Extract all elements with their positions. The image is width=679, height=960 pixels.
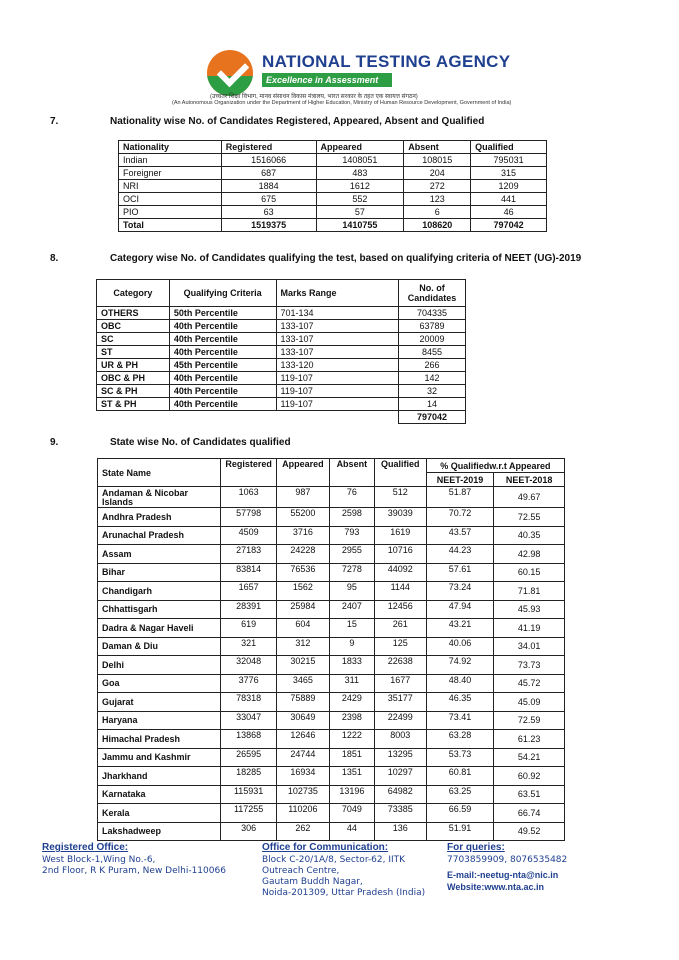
table-row	[98, 674, 565, 693]
table-cell: 136	[374, 822, 426, 841]
registered-office-line-1: West Block-1,Wing No.-6,	[42, 855, 156, 865]
table-cell: 34.01	[494, 637, 565, 656]
table-cell: ST & PH	[97, 398, 170, 411]
table-cell: 119-107	[276, 385, 399, 398]
col-neet-2019: NEET-2019	[426, 473, 494, 487]
table-cell: 6	[404, 206, 471, 219]
table-cell: 1063	[221, 487, 277, 508]
table-row	[98, 822, 565, 841]
col-neet-2018: NEET-2018	[494, 473, 565, 487]
table-cell: 28391	[221, 600, 277, 619]
table-cell: 102735	[276, 785, 329, 804]
org-name: NATIONAL TESTING AGENCY	[262, 52, 511, 71]
table-row	[97, 333, 466, 346]
table-cell: 49.67	[494, 487, 565, 508]
table-cell: 45.72	[494, 674, 565, 693]
table-row	[98, 711, 565, 730]
table-cell: 30215	[276, 656, 329, 675]
communication-office-line-2: Outreach Centre,	[262, 866, 340, 876]
state-name: Goa	[98, 674, 221, 693]
table-cell: 44092	[374, 563, 426, 582]
table-cell: 142	[399, 372, 466, 385]
table-cell: 33047	[221, 711, 277, 730]
table-cell: 74.92	[426, 656, 494, 675]
table-row	[119, 206, 547, 219]
table-cell: 1516066	[221, 154, 316, 167]
nationality-table	[118, 140, 547, 232]
table-cell: 13196	[329, 785, 374, 804]
table-cell: 46	[471, 206, 547, 219]
table-header-row	[119, 141, 547, 154]
state-name: Karnataka	[98, 785, 221, 804]
table-row	[119, 154, 547, 167]
table-cell: 512	[374, 487, 426, 508]
table-row	[98, 730, 565, 749]
table-cell: 43.57	[426, 526, 494, 545]
table-row	[119, 167, 547, 180]
table-cell: 9	[329, 637, 374, 656]
table-row	[98, 767, 565, 786]
table-cell: 1351	[329, 767, 374, 786]
communication-office-heading: Office for Communication:	[262, 842, 389, 853]
col-header: Appeared	[316, 141, 404, 154]
table-row	[98, 748, 565, 767]
table-cell: Foreigner	[119, 167, 222, 180]
table-cell: 66.74	[494, 804, 565, 823]
table-cell: SC	[97, 333, 170, 346]
table-cell: 1612	[316, 180, 404, 193]
table-cell: 76536	[276, 563, 329, 582]
table-cell: 115931	[221, 785, 277, 804]
communication-office-line-1: Block C-20/1A/8, Sector-62, IITK	[262, 855, 406, 865]
table-cell: 701-134	[276, 307, 399, 320]
table-cell: 13868	[221, 730, 277, 749]
table-cell: 40th Percentile	[169, 320, 276, 333]
col-pct-qualified: % Qualifiedw.r.t Appeared	[426, 459, 564, 473]
table-cell: 10297	[374, 767, 426, 786]
table-cell: 119-107	[276, 398, 399, 411]
table-cell: 25984	[276, 600, 329, 619]
table-cell: 49.52	[494, 822, 565, 841]
table-cell: 2398	[329, 711, 374, 730]
communication-office-line-3: Gautam Buddh Nagar,	[262, 877, 363, 887]
state-table	[97, 458, 565, 841]
table-cell: 321	[221, 637, 277, 656]
table-cell: 1562	[276, 582, 329, 601]
total-cell: 797042	[399, 411, 466, 424]
table-cell: 51.87	[426, 487, 494, 508]
table-row	[98, 582, 565, 601]
table-cell: 795031	[471, 154, 547, 167]
tagline: Excellence in Assessment	[262, 73, 392, 87]
table-row	[97, 398, 466, 411]
table-cell: 12456	[374, 600, 426, 619]
col-registered: Registered	[221, 459, 277, 487]
table-row	[98, 545, 565, 564]
table-cell: 40th Percentile	[169, 398, 276, 411]
table-cell: 12646	[276, 730, 329, 749]
table-cell: 73.73	[494, 656, 565, 675]
table-cell: UR & PH	[97, 359, 170, 372]
col-header: Nationality	[119, 141, 222, 154]
table-cell: 133-107	[276, 346, 399, 359]
table-cell: 604	[276, 619, 329, 638]
table-cell: 1209	[471, 180, 547, 193]
col-header: Qualifying Criteria	[169, 280, 276, 307]
table-cell: 78318	[221, 693, 277, 712]
table-cell: 1677	[374, 674, 426, 693]
table-row	[98, 508, 565, 527]
communication-office-line-4: Noida-201309, Uttar Pradesh (India)	[262, 888, 426, 898]
nta-logo	[207, 50, 253, 96]
section-8-title: Category wise No. of Candidates qualifying the test, based on qualifying criteria of NEET (UG)-2019	[110, 253, 582, 264]
table-cell: 55200	[276, 508, 329, 527]
table-row	[98, 563, 565, 582]
queries-website: Website:www.nta.ac.in	[447, 882, 545, 892]
table-cell: 261	[374, 619, 426, 638]
table-cell: 1408051	[316, 154, 404, 167]
table-cell: 46.35	[426, 693, 494, 712]
table-cell: 48.40	[426, 674, 494, 693]
state-name: Kerala	[98, 804, 221, 823]
table-cell: 3776	[221, 674, 277, 693]
state-name: Andaman & Nicobar Islands	[98, 487, 221, 508]
table-cell: 95	[329, 582, 374, 601]
state-name: Daman & Diu	[98, 637, 221, 656]
table-cell: 7049	[329, 804, 374, 823]
queries-heading: For queries:	[447, 842, 505, 853]
table-cell: 1851	[329, 748, 374, 767]
table-row	[119, 180, 547, 193]
table-cell: 133-107	[276, 333, 399, 346]
state-name: Delhi	[98, 656, 221, 675]
table-row	[98, 619, 565, 638]
hindi-subtitle: (उच्चतर शिक्षा विभाग, मानव संसाधन विकास मंत्रालय, भारत सरकार के तहत एक स्वायत्त संगठन)	[210, 94, 418, 100]
table-cell: 45.93	[494, 600, 565, 619]
category-table	[96, 279, 466, 424]
table-cell: 15	[329, 619, 374, 638]
table-cell: 262	[276, 822, 329, 841]
col-header: Category	[97, 280, 170, 307]
table-cell: 30649	[276, 711, 329, 730]
table-cell: 60.92	[494, 767, 565, 786]
table-cell: 66.59	[426, 804, 494, 823]
table-cell: 40th Percentile	[169, 333, 276, 346]
col-state-name: State Name	[98, 459, 221, 487]
table-cell: 797042	[471, 219, 547, 232]
table-cell: 133-120	[276, 359, 399, 372]
state-name: Jharkhand	[98, 767, 221, 786]
table-cell: 2407	[329, 600, 374, 619]
table-cell: 72.55	[494, 508, 565, 527]
table-cell: 3465	[276, 674, 329, 693]
state-name: Lakshadweep	[98, 822, 221, 841]
state-name: Gujarat	[98, 693, 221, 712]
table-cell: 70.72	[426, 508, 494, 527]
table-row	[98, 600, 565, 619]
table-cell: 57	[316, 206, 404, 219]
state-name: Arunachal Pradesh	[98, 526, 221, 545]
table-cell: 44	[329, 822, 374, 841]
table-cell: 53.73	[426, 748, 494, 767]
section-9-title: State wise No. of Candidates qualified	[110, 437, 291, 448]
table-cell: 315	[471, 167, 547, 180]
table-row	[97, 320, 466, 333]
table-cell: 43.21	[426, 619, 494, 638]
table-cell: 45.09	[494, 693, 565, 712]
table-cell: ST	[97, 346, 170, 359]
table-cell: 108015	[404, 154, 471, 167]
table-cell: 1144	[374, 582, 426, 601]
table-cell: 1884	[221, 180, 316, 193]
english-subtitle: (An Autonomous Organization under the Department of Higher Education, Ministry of Human Resource Development, Government of India)	[172, 100, 512, 106]
table-cell: 441	[471, 193, 547, 206]
table-cell: 204	[404, 167, 471, 180]
table-row	[98, 804, 565, 823]
table-cell: 22638	[374, 656, 426, 675]
empty-cell	[97, 411, 170, 424]
table-cell: 41.19	[494, 619, 565, 638]
table-cell: 63.51	[494, 785, 565, 804]
queries-phone: 7703859909, 8076535482	[447, 855, 568, 865]
table-cell: 125	[374, 637, 426, 656]
table-row	[98, 487, 565, 508]
state-name: Chhattisgarh	[98, 600, 221, 619]
table-cell: 40th Percentile	[169, 372, 276, 385]
table-row	[119, 193, 547, 206]
table-cell: 24228	[276, 545, 329, 564]
table-cell: 26595	[221, 748, 277, 767]
section-7-title: Nationality wise No. of Candidates Registered, Appeared, Absent and Qualified	[110, 116, 485, 127]
table-cell: OBC	[97, 320, 170, 333]
table-cell: 63.28	[426, 730, 494, 749]
state-name: Dadra & Nagar Haveli	[98, 619, 221, 638]
table-cell: 1833	[329, 656, 374, 675]
table-cell: 987	[276, 487, 329, 508]
empty-cell	[276, 411, 399, 424]
table-cell: 76	[329, 487, 374, 508]
state-name: Chandigarh	[98, 582, 221, 601]
table-cell: 272	[404, 180, 471, 193]
table-cell: 44.23	[426, 545, 494, 564]
table-cell: 123	[404, 193, 471, 206]
table-cell: 108620	[404, 219, 471, 232]
col-absent: Absent	[329, 459, 374, 487]
table-cell: 27183	[221, 545, 277, 564]
table-cell: 1619	[374, 526, 426, 545]
registered-office-line-2: 2nd Floor, R K Puram, New Delhi-110066	[42, 866, 226, 876]
table-cell: 8003	[374, 730, 426, 749]
table-row	[98, 637, 565, 656]
table-row	[97, 359, 466, 372]
table-cell: 306	[221, 822, 277, 841]
table-cell: 619	[221, 619, 277, 638]
table-cell: 3716	[276, 526, 329, 545]
state-name: Haryana	[98, 711, 221, 730]
table-cell: OBC & PH	[97, 372, 170, 385]
table-cell: 32	[399, 385, 466, 398]
state-name: Jammu and Kashmir	[98, 748, 221, 767]
empty-cell	[169, 411, 276, 424]
table-cell: 35177	[374, 693, 426, 712]
table-cell: 32048	[221, 656, 277, 675]
table-cell: 50th Percentile	[169, 307, 276, 320]
total-row	[97, 411, 466, 424]
table-cell: 7278	[329, 563, 374, 582]
table-cell: Indian	[119, 154, 222, 167]
table-cell: 13295	[374, 748, 426, 767]
table-cell: 10716	[374, 545, 426, 564]
table-cell: OTHERS	[97, 307, 170, 320]
table-cell: 4509	[221, 526, 277, 545]
table-cell: 687	[221, 167, 316, 180]
table-cell: 57.61	[426, 563, 494, 582]
table-cell: 73.41	[426, 711, 494, 730]
table-cell: 133-107	[276, 320, 399, 333]
table-cell: 18285	[221, 767, 277, 786]
col-appeared: Appeared	[276, 459, 329, 487]
table-cell: 47.94	[426, 600, 494, 619]
table-cell: 20009	[399, 333, 466, 346]
state-name: Bihar	[98, 563, 221, 582]
table-header-row	[98, 459, 565, 473]
table-row	[98, 785, 565, 804]
table-cell: 704335	[399, 307, 466, 320]
table-cell: 72.59	[494, 711, 565, 730]
table-cell: 1519375	[221, 219, 316, 232]
table-cell: 1657	[221, 582, 277, 601]
table-cell: PIO	[119, 206, 222, 219]
table-header-row	[97, 280, 466, 307]
table-cell: 63	[221, 206, 316, 219]
state-name: Assam	[98, 545, 221, 564]
table-cell: SC & PH	[97, 385, 170, 398]
table-row	[98, 656, 565, 675]
table-cell: 40th Percentile	[169, 385, 276, 398]
table-cell: 40.35	[494, 526, 565, 545]
table-cell: 266	[399, 359, 466, 372]
table-cell: 45th Percentile	[169, 359, 276, 372]
table-cell: 57798	[221, 508, 277, 527]
table-cell: 71.81	[494, 582, 565, 601]
table-cell: 61.23	[494, 730, 565, 749]
table-cell: 2955	[329, 545, 374, 564]
section-8-number: 8.	[50, 253, 59, 264]
table-row	[97, 385, 466, 398]
table-cell: 311	[329, 674, 374, 693]
table-cell: 2429	[329, 693, 374, 712]
table-cell: 552	[316, 193, 404, 206]
table-cell: 312	[276, 637, 329, 656]
col-header: Qualified	[471, 141, 547, 154]
table-cell: 2598	[329, 508, 374, 527]
table-cell: 793	[329, 526, 374, 545]
table-cell: 1410755	[316, 219, 404, 232]
table-cell: 119-107	[276, 372, 399, 385]
col-header: Marks Range	[276, 280, 399, 307]
table-row	[97, 307, 466, 320]
table-row	[98, 693, 565, 712]
table-cell: Total	[119, 219, 222, 232]
table-cell: 483	[316, 167, 404, 180]
table-cell: 73385	[374, 804, 426, 823]
table-cell: 73.24	[426, 582, 494, 601]
table-cell: 39039	[374, 508, 426, 527]
table-row	[98, 526, 565, 545]
table-cell: 63.25	[426, 785, 494, 804]
table-cell: 8455	[399, 346, 466, 359]
table-cell: 110206	[276, 804, 329, 823]
table-cell: 24744	[276, 748, 329, 767]
table-cell: 675	[221, 193, 316, 206]
table-cell: 16934	[276, 767, 329, 786]
table-cell: 117255	[221, 804, 277, 823]
table-cell: 42.98	[494, 545, 565, 564]
registered-office-heading: Registered Office:	[42, 842, 129, 853]
table-row	[97, 346, 466, 359]
section-9-number: 9.	[50, 437, 59, 448]
table-cell: 64982	[374, 785, 426, 804]
table-cell: 14	[399, 398, 466, 411]
table-cell: 40.06	[426, 637, 494, 656]
table-cell: 63789	[399, 320, 466, 333]
table-cell: NRI	[119, 180, 222, 193]
col-header: No. of Candidates	[399, 280, 466, 307]
state-name: Andhra Pradesh	[98, 508, 221, 527]
table-row	[97, 372, 466, 385]
table-cell: 22499	[374, 711, 426, 730]
col-qualified: Qualified	[374, 459, 426, 487]
table-cell: 54.21	[494, 748, 565, 767]
state-name: Himachal Pradesh	[98, 730, 221, 749]
table-cell: OCI	[119, 193, 222, 206]
table-cell: 60.81	[426, 767, 494, 786]
section-7-number: 7.	[50, 116, 59, 127]
table-cell: 40th Percentile	[169, 346, 276, 359]
queries-email: E-mail:-neetug-nta@nic.in	[447, 870, 559, 880]
table-cell: 75889	[276, 693, 329, 712]
table-cell: 83814	[221, 563, 277, 582]
table-row	[119, 219, 547, 232]
table-cell: 51.91	[426, 822, 494, 841]
col-header: Registered	[221, 141, 316, 154]
col-header: Absent	[404, 141, 471, 154]
table-cell: 1222	[329, 730, 374, 749]
table-cell: 60.15	[494, 563, 565, 582]
